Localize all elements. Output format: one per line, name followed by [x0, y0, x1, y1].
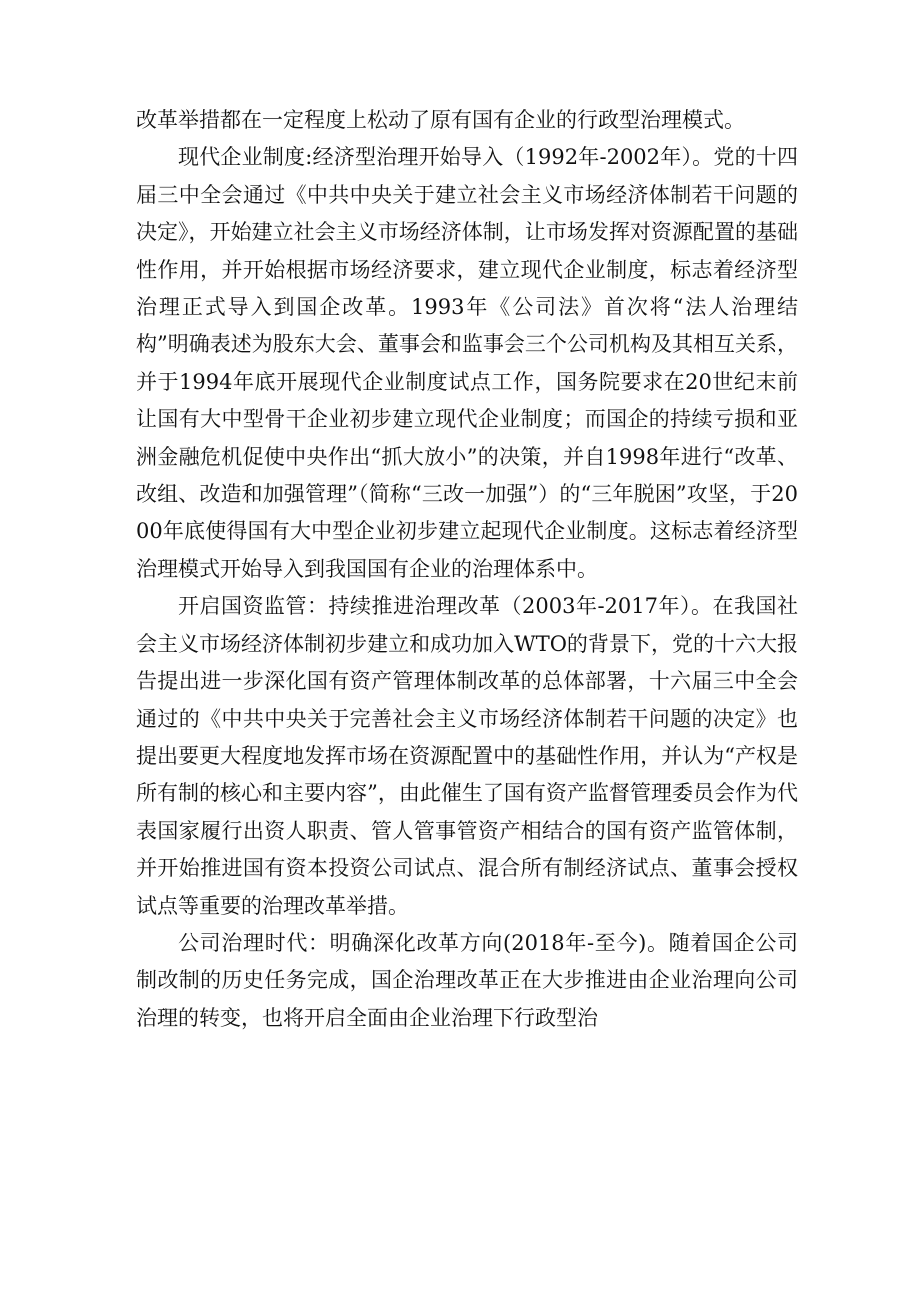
paragraph-1: 改革举措都在一定程度上松动了原有国有企业的行政型治理模式。	[136, 108, 745, 132]
paragraph-3: 开启国资监管：持续推进治理改革（2003年-2017年）。在我国社会主义市场经济体制初步建立和成功加入WTO的背景下，党的十六大报告提出进一步深化国有资产管理体制改革的总体部署，十六届三中全会通过的《中共中央关于完善社会主义市场经济体制若干问题的决定》也提出要更大程度地发挥市场在资源配置中的基础性作用，并认为“产权是所有制的核心和主要内容”，由此催生了国有资产监督管理委员会作为代表国家履行出资人职责、管人管事管资产相结合的国有资产监管体制，并开始推进国有资本投资公司试点、混合所有制经济试点、董事会授权试点等重要的治理改革举措。	[136, 594, 798, 918]
document-body	[136, 102, 798, 1037]
paragraph-4: 公司治理时代：明确深化改革方向(2018年-至今)。随着国企公司制改制的历史任务完成，国企治理改革正在大步推进由企业治理向公司治理的转变，也将开启全面由企业治理下行政型治	[136, 930, 798, 1030]
paragraph-2: 现代企业制度:经济型治理开始导入（1992年-2002年）。党的十四届三中全会通过《中共中央关于建立社会主义市场经济体制若干问题的决定》，开始建立社会主义市场经济体制，让市场发挥对资源配置的基础性作用，并开始根据市场经济要求，建立现代企业制度，标志着经济型治理正式导入到国企改革。1993年《公司法》首次将“法人治理结构”明确表述为股东大会、董事会和监事会三个公司机构及其相互关系，并于1994年底开展现代企业制度试点工作，国务院要求在20世纪末前让国有大中型骨干企业初步建立现代企业制度；而国企的持续亏损和亚洲金融危机促使中央作出“抓大放小”的决策，并自1998年进行“改革、改组、改造和加强管理”（简称“三改一加强”）的“三年脱困”攻坚，于2000年底使得国有大中型企业初步建立起现代企业制度。这标志着经济型治理模式开始导入到我国国有企业的治理体系中。	[136, 145, 798, 581]
